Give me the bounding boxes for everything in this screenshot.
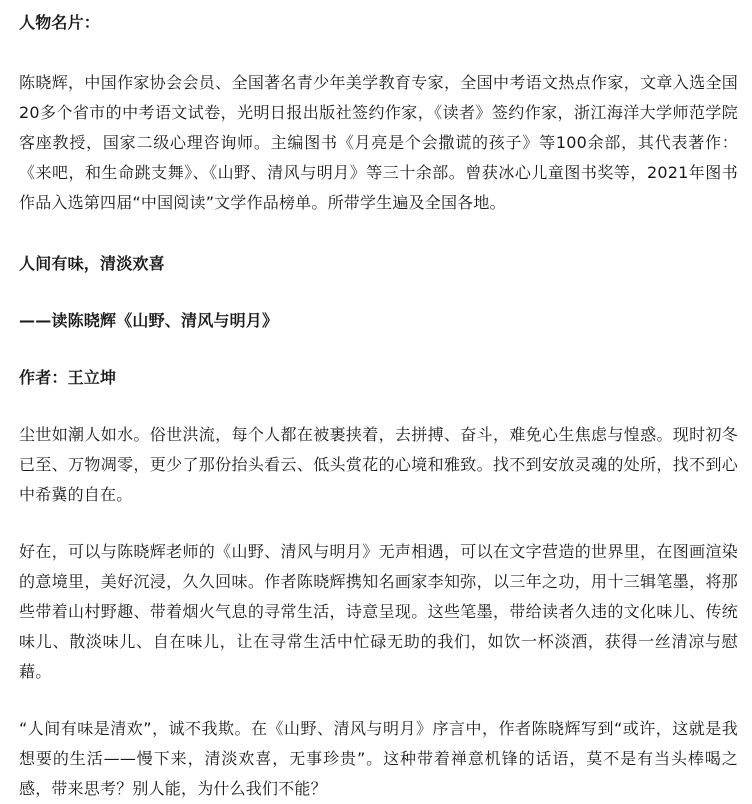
article <box>0 8 752 798</box>
body-paragraph-2: 好在，可以与陈晓辉老师的《山野、清风与明月》无声相遇，可以在文字营造的世界里，在图画渲染的意境里，美好沉浸，久久回味。作者陈晓辉携知名画家李知弥，以三年之功，用十三辑笔墨，将那些带着山村野趣、带着烟火气息的寻常生活，诗意呈现。这些笔墨，带给读者久违的文化味儿、传统味儿、散淡味儿、自在味儿，让在寻常生活中忙碌无助的我们，如饮一杯淡酒，获得一丝清凉与慰藉。 <box>19 542 738 681</box>
body-paragraph-3: “人间有味是清欢”，诚不我欺。在《山野、清风与明月》序言中，作者陈晓辉写到“或许，这就是我想要的生活——慢下来，清淡欢喜，无事珍贵”。这种带着禅意机锋的话语，莫不是有当头棒喝之感，带来思考？别人能，为什么我们不能？ <box>19 719 738 798</box>
article-subtitle: ——读陈晓辉《山野、清风与明月》 <box>19 311 279 330</box>
body-paragraph-1: 尘世如潮人如水。俗世洪流，每个人都在被裹挟着，去拼搏、奋斗，难免心生焦虑与惶惑。现时初冬已至、万物凋零，更少了那份抬头看云、低头赏花的心境和雅致。找不到安放灵魂的处所，找不到心中希冀的自在。 <box>19 425 738 504</box>
article-title: 人间有味，清淡欢喜 <box>19 254 165 273</box>
author-line: 作者：王立坤 <box>19 368 117 387</box>
author-bio-paragraph: 陈晓辉，中国作家协会会员、全国著名青少年美学教育专家，全国中考语文热点作家，文章入选全国20多个省市的中考语文试卷，光明日报出版社签约作家，《读者》签约作家，浙江海洋大学师范学院客座教授，国家二级心理咨询师。主编图书《月亮是个会撒谎的孩子》等100余部，其代表著作：《来吧，和生命跳支舞》、《山野、清风与明月》等三十余部。曾获冰心儿童图书奖等，2021年图书作品入选第四届“中国阅读”文学作品榜单。所带学生遍及全国各地。 <box>19 73 738 212</box>
profile-heading: 人物名片： <box>19 13 101 32</box>
